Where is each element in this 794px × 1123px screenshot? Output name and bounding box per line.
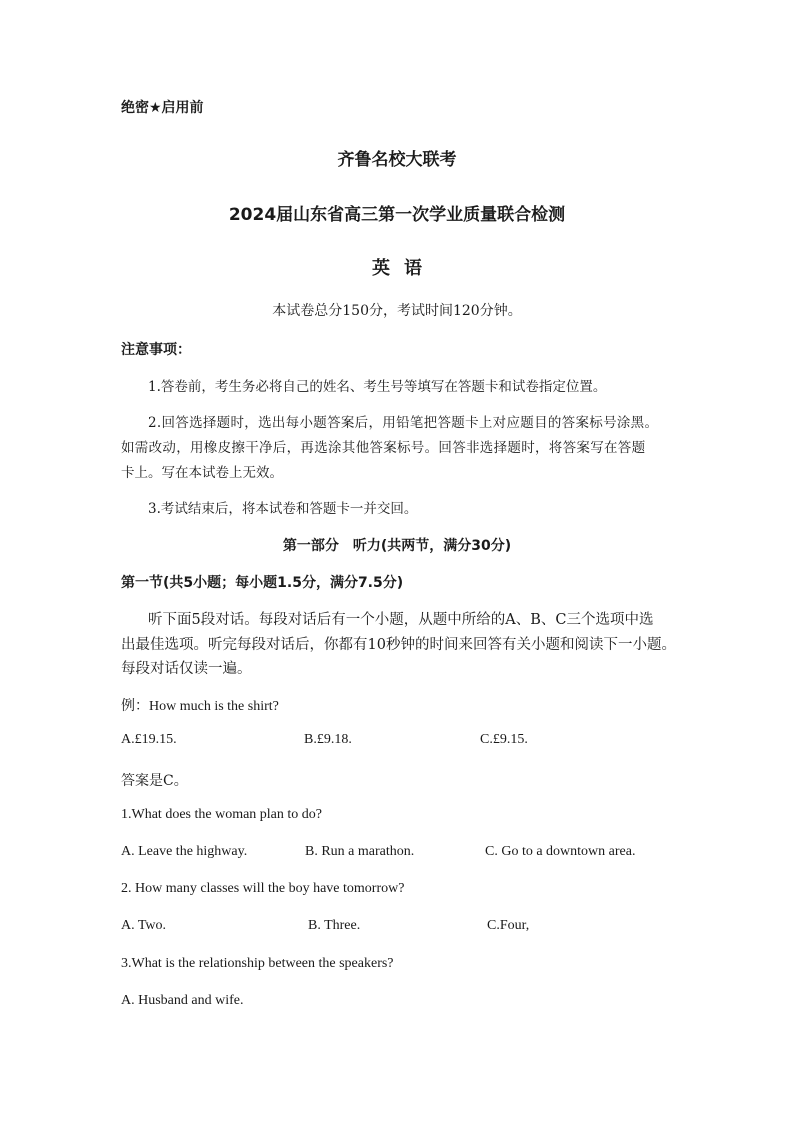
part-title: 第一部分 听力(共两节，满分30分) [282,538,512,554]
exam-meta: 本试卷总分150分，考试时间120分钟。 [272,303,522,319]
question-1-option-a: A. Leave the highway. [121,844,248,859]
notice-item-2-line-3: 卡上。写在本试卷上无效。 [121,465,283,481]
exam-title: 2024届山东省高三第一次学业质量联合检测 [228,205,566,225]
notice-item-2-line-1: 2.回答选择题时，选出每小题答案后，用铅笔把答题卡上对应题目的答案标号涂黑。 [148,415,659,431]
instruction-line-2: 出最佳选项。听完每段对话后，你都有10秒钟的时间来回答有关小题和阅读下一小题。 [121,637,676,653]
question-2: 2. How many classes will the boy have tomorrow? [121,881,405,896]
section-title: 第一节(共5小题；每小题1.5分，满分7.5分) [121,575,404,591]
question-3: 3.What is the relationship between the speakers? [121,956,394,971]
question-1-option-b: B. Run a marathon. [305,844,415,859]
confidential-mark: 绝密★启用前 [121,100,204,116]
question-2-option-c: C.Four, [487,918,530,933]
example-option-c: C.£9.15. [480,732,528,747]
question-3-option-a: A. Husband and wife. [121,993,244,1008]
question-1: 1.What does the woman plan to do? [121,807,323,822]
example-question: 例：How much is the shirt? [121,699,279,714]
question-2-option-a: A. Two. [121,918,167,933]
notice-item-3: 3.考试结束后，将本试卷和答题卡一并交回。 [148,501,418,517]
example-option-b: B.£9.18. [304,732,352,747]
example-option-a: A.£19.15. [121,732,177,747]
question-2-option-b: B. Three. [308,918,361,933]
subject-title: 英语 [372,258,436,279]
instruction-line-1: 听下面5段对话。每段对话后有一个小题，从题中所给的A、B、C三个选项中选 [148,612,654,628]
notice-item-1: 1.答卷前，考生务必将自己的姓名、考生号等填写在答题卡和试卷指定位置。 [148,379,607,395]
notice-heading: 注意事项： [121,342,191,358]
question-1-option-c: C. Go to a downtown area. [485,844,636,859]
notice-item-2-line-2: 如需改动，用橡皮擦干净后，再选涂其他答案标号。回答非选择题时，将答案写在答题 [121,440,646,456]
example-answer: 答案是C。 [121,773,188,789]
instruction-line-3: 每段对话仅读一遍。 [121,661,252,677]
exam-organizer-title: 齐鲁名校大联考 [337,150,457,170]
